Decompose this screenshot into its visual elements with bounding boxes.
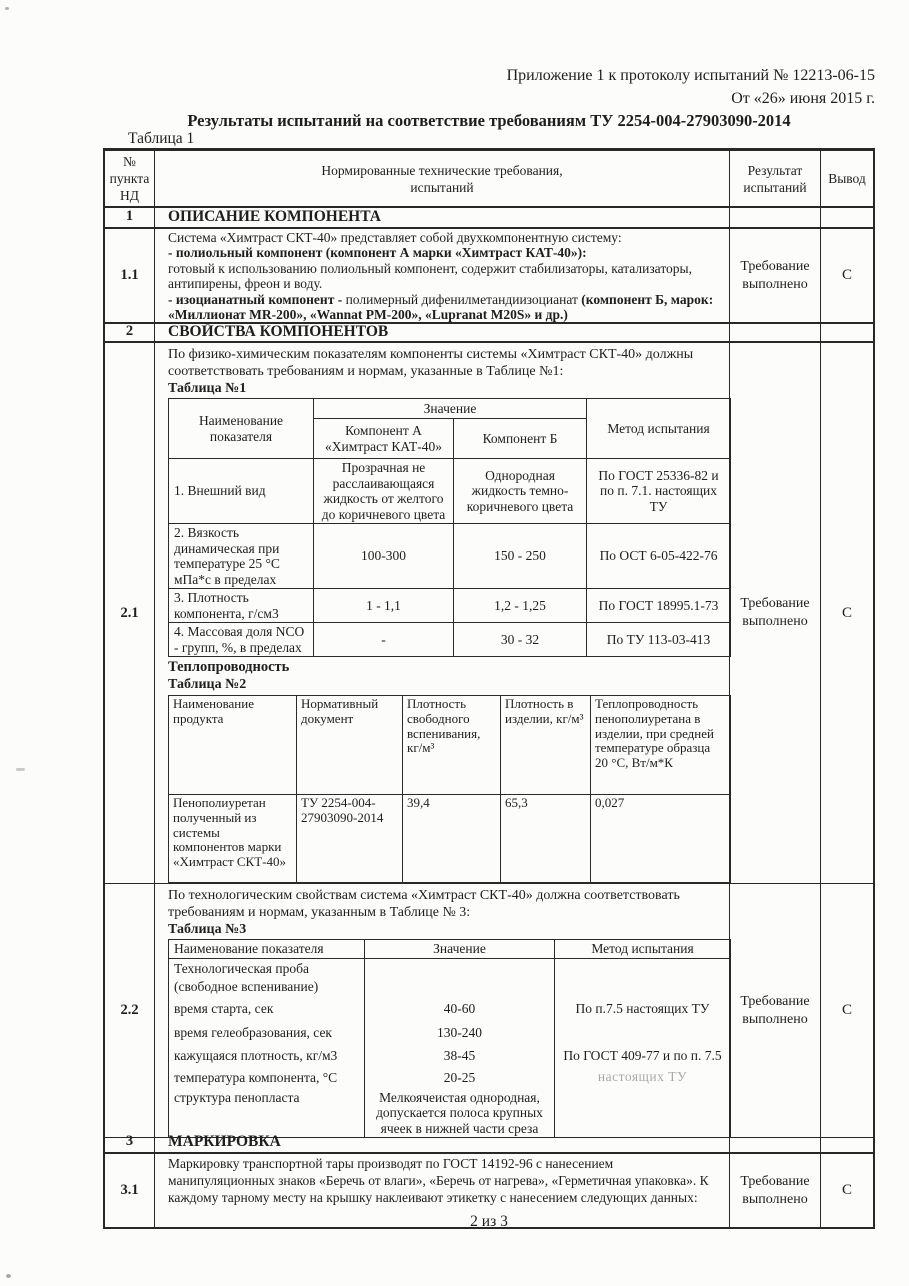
- table-row-2-2: [105, 884, 873, 1136]
- table-row: время старта, сек 40-60 По п.7.5 настоящих ТУ: [169, 997, 731, 1021]
- table-1-caption: Таблица 1: [128, 130, 195, 147]
- page-title: Результаты испытаний на соответствие требованиям ТУ 2254-004-27903090-2014: [187, 111, 791, 130]
- section-row-2: [105, 321, 873, 343]
- conclusion-cell: С: [821, 884, 873, 1138]
- row-number: 2.2: [105, 884, 155, 1138]
- table-row: Пенополиуретан полученный из системы компонентов марки «Химтраст СКТ-40» ТУ 2254-004-27903090-2014 39,4 65,3 0,027: [169, 795, 731, 883]
- requirement-text: [155, 343, 730, 884]
- section-number: 3: [105, 1131, 155, 1154]
- header-cell-result: Результат испытаний: [730, 151, 821, 208]
- inner-table-2-caption: Таблица №2: [168, 677, 247, 692]
- section-number: 2: [105, 321, 155, 343]
- row-number: 2.1: [105, 343, 155, 884]
- t1-header-name: Наименование показателя: [169, 399, 314, 459]
- t1-header-component-a: Компонент А «Химтраст КАТ-40»: [314, 419, 454, 459]
- result-cell: Требование выполнено: [730, 884, 821, 1138]
- requirement-text: [155, 884, 730, 1138]
- section-row-3: [105, 1131, 873, 1154]
- conclusion-cell: С: [821, 229, 873, 324]
- inner-table-2: [168, 695, 731, 883]
- table-row-2-1: [105, 343, 873, 884]
- inner-table-3-caption: Таблица №3: [168, 922, 247, 937]
- t3-header-row: Наименование показателя Значение Метод испытания: [169, 940, 731, 959]
- date-line: От «26» июня 2015 г.: [731, 90, 875, 107]
- result-cell: Требование выполнено: [730, 229, 821, 324]
- section-title: СВОЙСТВА КОМПОНЕНТОВ: [155, 321, 730, 343]
- table-row: кажущаяся плотность, кг/м3 38-45 По ГОСТ 409-77 и по п. 7.5: [169, 1045, 731, 1068]
- table-row: температура компонента, °С 20-25 настоящих ТУ: [169, 1068, 731, 1089]
- table-row: 2. Вязкость динамическая при температуре 25 °С мПа*с в пределах 100-300 150 - 250 По ОСТ 6-05-422-76: [169, 524, 731, 589]
- thermal-conductivity-label: Теплопроводность: [168, 659, 290, 675]
- table-row: (свободное вспенивание): [169, 978, 731, 997]
- header-cell-requirements: Нормированные технические требования, испытаний: [155, 151, 730, 208]
- header-cell-conclusion: Вывод: [821, 151, 873, 208]
- row-number: 3.1: [105, 1154, 155, 1227]
- intro-paragraph: По физико-химическим показателям компоненты системы «Химтраст СКТ-40» должны соответствовать требованиям и нормам, указанные в Таблице №1:: [168, 347, 694, 379]
- section-number: 1: [105, 205, 155, 229]
- scan-artifact: [5, 7, 9, 10]
- inner-table-1: [168, 398, 731, 657]
- scan-artifact: [6, 1274, 11, 1278]
- appendix-line: Приложение 1 к протоколу испытаний № 12213-06-15: [506, 67, 875, 84]
- t1-header-value: Значение: [314, 399, 587, 419]
- table-header-row: [105, 151, 873, 205]
- t2-header-row: Наименование продукта Нормативный документ Плотность свободного вспенивания, кг/м³ Плотность в изделии, кг/м³ Теплопроводность пенополиуретана в изделии, при средней температуре образца 20 °С, Вт/м*К: [169, 696, 731, 795]
- table-row: время гелеобразования, сек 130-240: [169, 1021, 731, 1045]
- requirement-text: Маркировку транспортной тары производят по ГОСТ 14192-96 с нанесением манипуляционных знаков «Беречь от влаги», «Беречь от нагрева», «Герметичная упаковка». К каждому тарному месту на крышку наклеивают этикетку с нанесением следующих данных:: [155, 1154, 730, 1227]
- result-cell: Требование выполнено: [730, 1154, 821, 1227]
- section-title: МАРКИРОВКА: [155, 1131, 730, 1154]
- table-row: структура пенопласта Мелкоячеистая однородная, допускается полоса крупных ячеек в нижней части среза: [169, 1089, 731, 1138]
- intro-paragraph: По технологическим свойствам система «Химтраст СКТ-40» должна соответствовать требованиям и нормам, указанным в Таблице № 3:: [168, 888, 680, 920]
- requirement-text: Система «Химтраст СКТ-40» представляет собой двухкомпонентную систему: - полиольный компонент (компонент А марки «Химтраст КАТ-40»): готовый к использованию полиольный компонент, содержит стабилизаторы, катализаторы, антипирены, фреон и воду. - изоцианатный компонент - полимерный дифенилметандиизоцианат (компонент Б, марок: «Миллионат MR-200», «Wannat PM-200», «Lupranat M20S» и др.): [155, 229, 730, 324]
- faded-clipped-text: настоящих ТУ: [555, 1068, 731, 1089]
- result-cell: Требование выполнено: [730, 343, 821, 884]
- t1-header-method: Метод испытания: [587, 399, 731, 459]
- document-header: [507, 64, 875, 110]
- table-row-1-1: [105, 229, 873, 321]
- inner-table-1-caption: Таблица №1: [168, 381, 247, 396]
- t1-header-component-b: Компонент Б: [454, 419, 587, 459]
- table-row: 1. Внешний вид Прозрачная не расслаивающаяся жидкость от желтого до коричневого цвета Однородная жидкость темно-коричневого цвета По ГОСТ 25336-82 и по п. 7.1. настоящих ТУ: [169, 459, 731, 524]
- scan-artifact: [16, 768, 25, 771]
- inner-table-3: [168, 939, 731, 1137]
- section-row-1: [105, 205, 873, 229]
- table-row: 3. Плотность компонента, г/см3 1 - 1,1 1,2 - 1,25 По ГОСТ 18995.1-73: [169, 589, 731, 623]
- table-row: Технологическая проба: [169, 959, 731, 978]
- conclusion-cell: С: [841, 1182, 852, 1198]
- header-cell-num: № пункта НД: [105, 151, 155, 208]
- table-row: 4. Массовая доля NCO - групп, %, в пределах - 30 - 32 По ТУ 113-03-413: [169, 623, 731, 657]
- conclusion-cell: С: [821, 343, 873, 884]
- results-table: [103, 148, 875, 1229]
- page-number: 2 из 3: [470, 1213, 508, 1230]
- row-number: 1.1: [105, 229, 155, 324]
- section-title: ОПИСАНИЕ КОМПОНЕНТА: [155, 205, 730, 229]
